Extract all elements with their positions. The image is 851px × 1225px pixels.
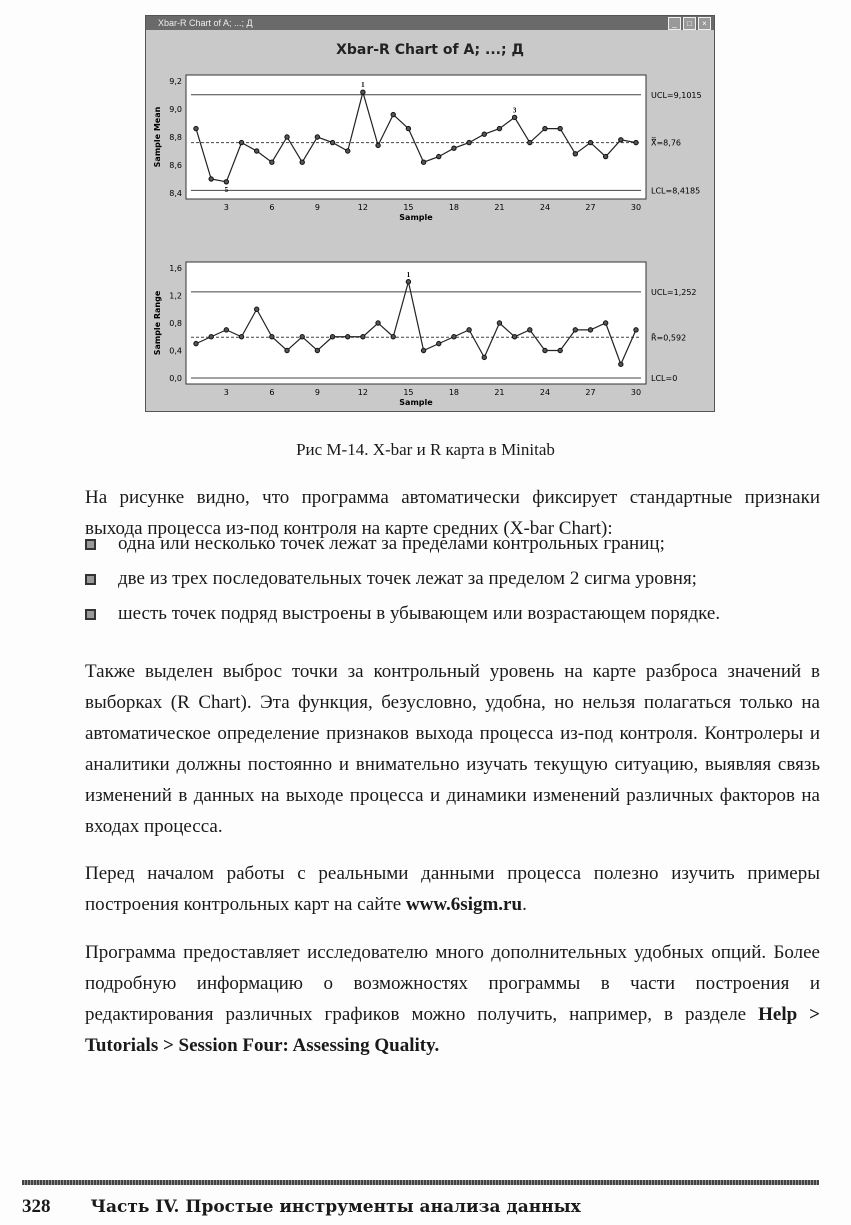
- data-point: [391, 335, 395, 339]
- data-point: [209, 177, 213, 181]
- y-tick-label: 1,6: [169, 264, 182, 273]
- data-point: [603, 154, 607, 158]
- window-titlebar: [146, 16, 714, 30]
- x-tick-label: 27: [585, 203, 596, 212]
- x-tick-label: 24: [539, 388, 551, 397]
- lcl-label: LCL=0: [651, 374, 678, 383]
- data-point: [634, 140, 638, 144]
- data-point: [588, 328, 592, 332]
- xbar-r-chart: [146, 30, 714, 410]
- y-tick-label: 8,8: [169, 133, 182, 142]
- y-tick-label: 8,6: [169, 161, 182, 170]
- data-point: [270, 160, 274, 164]
- x-tick-label: 30: [630, 388, 642, 397]
- data-point: [330, 335, 334, 339]
- data-point: [270, 335, 274, 339]
- data-point: [254, 149, 258, 153]
- data-point: [467, 140, 471, 144]
- data-point: [391, 112, 395, 116]
- data-point: [194, 341, 198, 345]
- figure-caption: Рис М-14. X-bar и R карта в Minitab: [296, 440, 555, 459]
- data-point: [558, 348, 562, 352]
- data-point: [346, 335, 350, 339]
- y-axis-label: Sample Mean: [153, 106, 162, 168]
- data-point: [209, 335, 213, 339]
- data-point: [406, 280, 410, 284]
- x-tick-label: 21: [494, 388, 505, 397]
- x-tick-label: 30: [630, 203, 642, 212]
- ucl-label: UCL=9,1015: [651, 90, 702, 100]
- data-point: [452, 146, 456, 150]
- x-tick-label: 24: [539, 203, 551, 212]
- data-point: [376, 143, 380, 147]
- paragraph-2: Также выделен выброс точки за контрольный уровень на карте разброса значений в выборках (R Chart). Эта функция, безусловно, удобна, но нельзя полагаться только на автоматическое определение признаков выхода процесса из-под контроля. Контролеры и аналитики должны постоянно и внимательно изучать текущую ситуацию, выявляя связь изменений в данных на выходе процесса и динамики изменений различных факторов на входах процесса.: [85, 661, 820, 837]
- data-point: [437, 154, 441, 158]
- data-point: [361, 90, 365, 94]
- x-tick-label: 21: [494, 203, 505, 212]
- data-point: [315, 135, 319, 139]
- y-tick-label: 1,2: [169, 291, 182, 301]
- x-axis-label: Sample: [399, 398, 433, 407]
- data-point: [285, 348, 289, 352]
- data-point: [224, 328, 228, 332]
- data-point: [543, 126, 547, 130]
- x-tick-label: 27: [585, 388, 596, 397]
- bullet-icon: [85, 609, 96, 620]
- data-point: [634, 328, 638, 332]
- bullet-item: одна или несколько точек лежат за пределами контрольных границ;: [85, 533, 665, 555]
- bullet-item: шесть точек подряд выстроены в убывающем или возрастающем порядке.: [85, 603, 720, 625]
- plot-area: [186, 262, 646, 384]
- y-tick-label: 9,2: [169, 77, 182, 86]
- data-point: [239, 140, 243, 144]
- bullet-icon: [85, 574, 96, 585]
- data-point: [528, 140, 532, 144]
- data-point: [285, 135, 289, 139]
- center-label: X̿=8,76: [651, 138, 681, 148]
- center-label: R̄=0,592: [651, 333, 687, 343]
- data-point: [619, 362, 623, 366]
- x-axis-label: Sample: [399, 213, 433, 222]
- data-point: [619, 138, 623, 142]
- data-point: [300, 335, 304, 339]
- x-tick-label: 3: [223, 203, 229, 212]
- x-tick-label: 12: [357, 203, 368, 212]
- page-number: 328: [22, 1196, 51, 1217]
- data-point: [254, 307, 258, 311]
- page-footer: [22, 1196, 581, 1218]
- data-point: [330, 140, 334, 144]
- data-point: [497, 321, 501, 325]
- footer-rule: [22, 1180, 819, 1185]
- running-title: Часть IV. Простые инструменты анализа данных: [90, 1197, 581, 1217]
- data-point: [437, 341, 441, 345]
- x-tick-label: 6: [269, 203, 275, 212]
- data-point: [315, 348, 319, 352]
- window-title: Xbar-R Chart of A; ...; Д: [158, 18, 253, 28]
- data-point: [573, 328, 577, 332]
- x-tick-label: 9: [314, 388, 320, 397]
- paragraph-3: Перед началом работы с реальными данными процесса полезно изучить примеры построения контрольных карт на сайте www.6sigm.ru.: [85, 863, 820, 915]
- x-tick-label: 15: [403, 388, 414, 397]
- data-point: [376, 321, 380, 325]
- website-link[interactable]: www.6sigm.ru: [405, 894, 523, 915]
- data-point: [361, 335, 365, 339]
- data-point: [588, 140, 592, 144]
- x-tick-label: 3: [223, 388, 229, 397]
- chart-title: Xbar-R Chart of A; ...; Д: [336, 42, 524, 58]
- bullet-item: две из трех последовательных точек лежат за пределом 2 сигма уровня;: [85, 568, 697, 590]
- data-point: [497, 126, 501, 130]
- minitab-chart-window: [145, 15, 715, 412]
- data-point: [421, 160, 425, 164]
- data-point: [194, 126, 198, 130]
- y-tick-label: 0,4: [169, 346, 182, 356]
- y-tick-label: 9,0: [169, 105, 182, 114]
- y-axis-label: Sample Range: [153, 290, 162, 356]
- ucl-label: UCL=1,252: [651, 287, 697, 297]
- x-tick-label: 18: [448, 388, 460, 397]
- data-point: [452, 335, 456, 339]
- x-tick-label: 6: [269, 388, 275, 397]
- test-flag-label: 3: [512, 106, 517, 115]
- paragraph-1: На рисунке видно, что программа автоматически фиксирует стандартные признаки выхода процесса из-под контроля на карте средних (X-bar Chart):: [85, 487, 820, 539]
- data-point: [512, 335, 516, 339]
- minimize-icon[interactable]: _: [668, 17, 681, 30]
- y-tick-label: 0,0: [169, 374, 182, 383]
- bullet-icon: [85, 539, 96, 550]
- x-tick-label: 9: [314, 203, 320, 212]
- data-point: [512, 115, 516, 119]
- data-point: [573, 152, 577, 156]
- x-tick-label: 15: [403, 203, 414, 212]
- x-tick-label: 18: [448, 203, 460, 212]
- data-point: [300, 160, 304, 164]
- data-point: [467, 328, 471, 332]
- y-tick-label: 0,8: [169, 319, 182, 328]
- menu-path: Help > Tutorials > Session Four: Assessing Quality.: [85, 1004, 820, 1056]
- data-point: [406, 126, 410, 130]
- data-point: [239, 335, 243, 339]
- data-point: [346, 149, 350, 153]
- test-flag-label: 1: [406, 270, 411, 279]
- paragraph-4: Программа предоставляет исследователю много дополнительных удобных опций. Более подробную информацию о возможностях программы в части построения и редактирования различных графиков можно получить, например, в разделе Help > Tutorials > Session Four: Assessing Quality.: [85, 942, 820, 1056]
- data-point: [528, 328, 532, 332]
- test-flag-label: 5: [224, 185, 229, 194]
- data-point: [482, 355, 486, 359]
- data-point: [543, 348, 547, 352]
- data-point: [603, 321, 607, 325]
- lcl-label: LCL=8,4185: [651, 186, 701, 196]
- plot-area: [186, 75, 646, 199]
- x-tick-label: 12: [357, 388, 368, 397]
- y-tick-label: 8,4: [169, 189, 182, 198]
- data-point: [224, 180, 228, 184]
- test-flag-label: 1: [361, 81, 365, 90]
- data-point: [482, 132, 486, 136]
- maximize-icon[interactable]: □: [683, 17, 696, 30]
- data-point: [421, 348, 425, 352]
- data-point: [558, 126, 562, 130]
- close-icon[interactable]: ×: [698, 17, 711, 30]
